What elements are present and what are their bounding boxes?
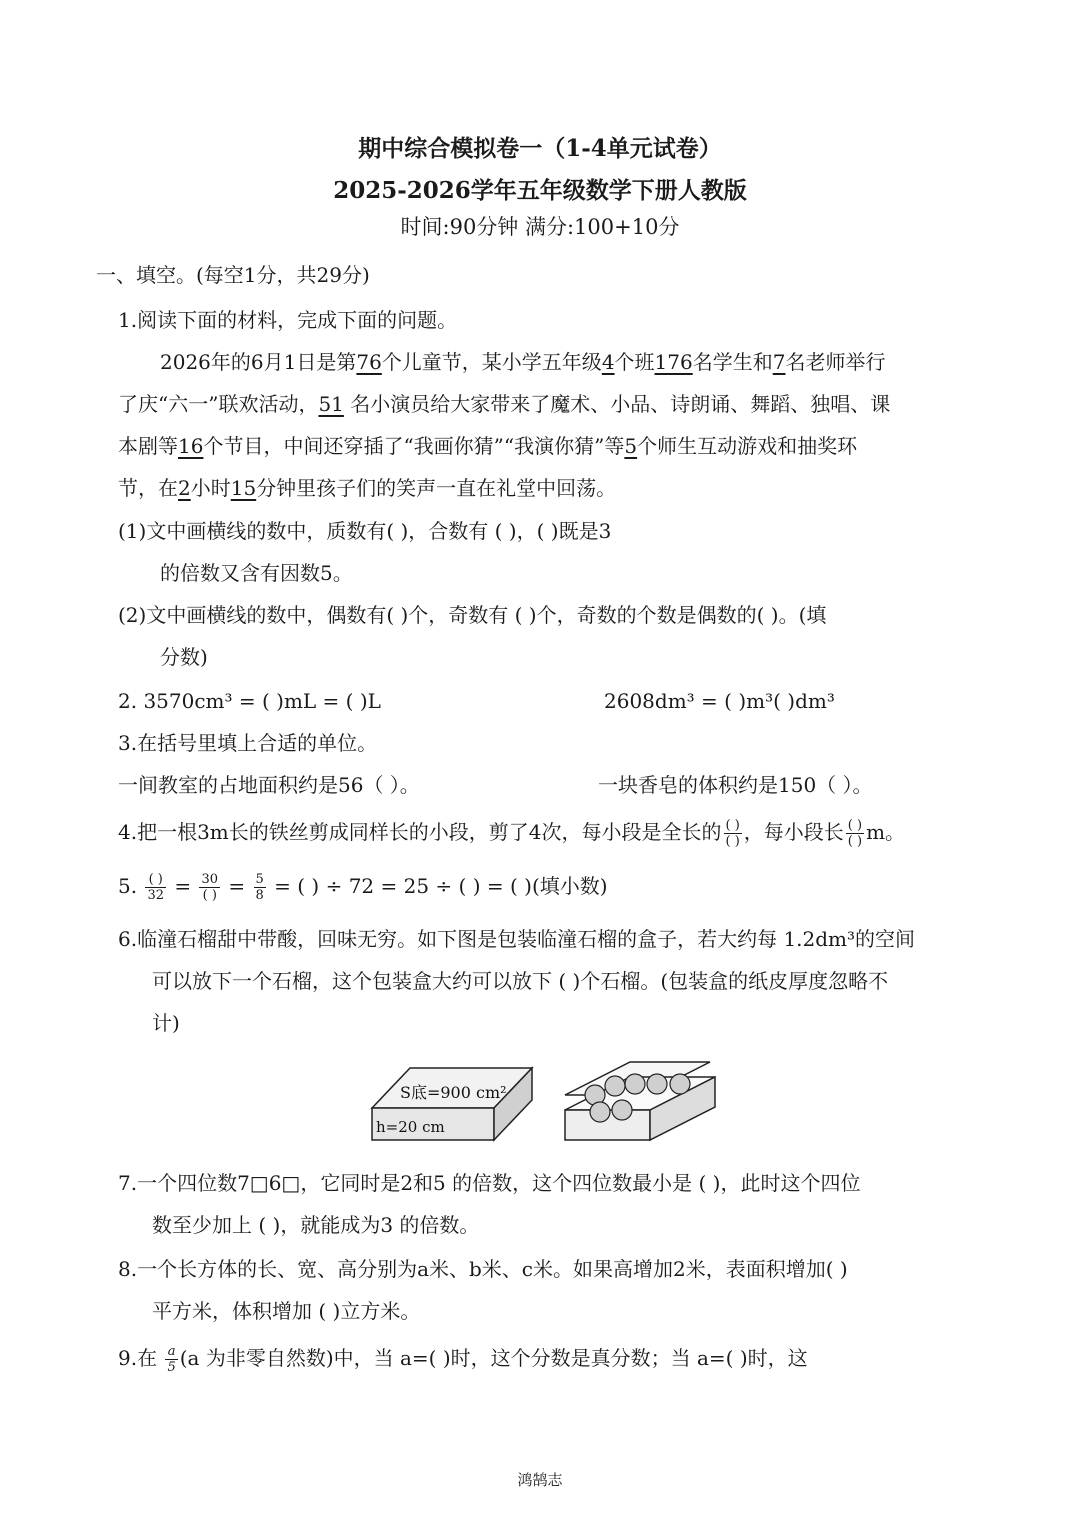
pomegranate	[590, 1102, 610, 1122]
page-title: 期中综合模拟卷一（1-4单元试卷）	[358, 135, 722, 162]
text-segment: 了庆“六一”联欢活动，	[118, 392, 319, 416]
fraction-blank	[724, 818, 742, 849]
fraction-numerator: ( )	[145, 872, 166, 888]
page-footer: 鸿鹄志	[517, 1471, 563, 1489]
text-segment: 名小演员给大家带来了魔术、小品、诗朗诵、舞蹈、独唱、课	[343, 392, 891, 416]
pomegranate	[625, 1074, 645, 1094]
box-height-label: h=20 cm	[376, 1118, 445, 1136]
fraction-numerator: ( )	[725, 818, 740, 833]
text-segment: 个班	[614, 350, 655, 374]
text-segment: 小时	[190, 476, 231, 500]
q1-sub2-line-2: 分数)	[160, 645, 208, 669]
text-segment: 个师生互动游戏和抽奖环	[637, 434, 858, 458]
text-segment: 节，在	[118, 476, 178, 500]
q3-left: 一间教室的占地面积约是56（ ）。	[118, 773, 420, 797]
q9-line	[118, 1344, 808, 1375]
q7-line-2: 数至少加上 ( )，就能成为3 的倍数。	[152, 1213, 480, 1237]
q3-right: 一块香皂的体积约是150（ ）。	[598, 773, 873, 797]
underlined-number: 2	[178, 476, 191, 500]
q6-line-3: 计)	[152, 1011, 180, 1035]
fraction	[145, 872, 166, 903]
pomegranate	[605, 1076, 625, 1096]
q1-sub2-line-1: (2)文中画横线的数中，偶数有( )个，奇数有 ( )个，奇数的个数是偶数的( )。(填	[118, 603, 827, 627]
underlined-number: 51	[318, 392, 344, 416]
q2-left-equation: 2. 3570cm³ = ( )mL = ( )L	[118, 689, 381, 713]
fraction-denominator: ( )	[847, 834, 863, 849]
fraction-numerator: a	[165, 1344, 177, 1360]
fraction-denominator: 32	[147, 888, 164, 903]
text-segment: m。	[866, 820, 906, 844]
text-segment: 个儿童节，某小学五年级	[381, 350, 602, 374]
pomegranate	[647, 1074, 667, 1094]
underlined-number: 4	[601, 350, 615, 374]
text-segment: ，每小段长	[743, 820, 844, 844]
q7-line-1: 7.一个四位数7□6□，它同时是2和5 的倍数，这个四位数最小是 ( )，此时这个四位	[118, 1171, 861, 1195]
q3-intro: 3.在括号里填上合适的单位。	[118, 731, 378, 755]
underlined-number: 16	[178, 434, 204, 458]
fraction	[165, 1344, 177, 1375]
fraction-denominator: ( )	[202, 888, 217, 903]
underlined-number: 15	[230, 476, 257, 500]
q5-equation: 5. $\frac{( )}{32}$ = $\frac{30}{( )}$ = $\frac{5}{8}$ = ( ) ÷ 72 = 25 ÷ ( ) = ( )(填小数)	[118, 872, 608, 903]
q1-intro: 1.阅读下面的材料，完成下面的问题。	[118, 308, 458, 332]
text-segment: 名学生和	[692, 350, 773, 374]
pomegranate	[670, 1074, 690, 1094]
q1-sub1-line-1: (1)文中画横线的数中，质数有( )，合数有 ( )，( )既是3	[118, 519, 612, 543]
fraction-numerator: 5	[255, 872, 264, 887]
box-area-label: S底=900 cm²	[400, 1083, 507, 1102]
text-segment: (a 为非零自然数)中，当 a=( )时，这个分数是真分数；当 a=( )时，这	[179, 1346, 808, 1370]
q5-label: 5.	[118, 874, 138, 898]
text-segment: 分钟里孩子们的笑声一直在礼堂中回荡。	[256, 476, 617, 500]
underlined-number: 176	[654, 350, 693, 374]
text-segment: 本剧等	[118, 434, 178, 458]
q8-line-2: 平方米，体积增加 ( )立方米。	[152, 1299, 421, 1323]
page-subtitle: 2025-2026学年五年级数学下册人教版	[333, 177, 747, 204]
q1-paragraph-line-2	[118, 391, 890, 417]
text-segment: 名老师举行	[785, 350, 886, 374]
q4-line	[118, 818, 905, 849]
text-segment: 4.把一根3m长的铁丝剪成同样长的小段，剪了4次，每小段是全长的	[118, 820, 722, 844]
fraction-denominator: 5	[167, 1360, 176, 1375]
q6-line-1: 6.临潼石榴甜中带酸，回味无穷。如下图是包装临潼石榴的盒子，若大约每 1.2dm³的空间	[118, 927, 916, 951]
fraction	[199, 872, 220, 903]
fraction-denominator: 8	[255, 888, 264, 903]
fraction-numerator: ( )	[847, 818, 863, 833]
underlined-number: 7	[772, 350, 786, 374]
fraction-denominator: ( )	[725, 834, 740, 849]
q5-rest: = ( ) ÷ 72 = 25 ÷ ( ) = ( )(填小数)	[274, 874, 608, 898]
section-heading: 一、填空。(每空1分，共29分)	[96, 263, 370, 287]
fraction	[254, 872, 266, 903]
underlined-number: 76	[356, 350, 382, 374]
pomegranate-box-figure	[360, 1050, 740, 1160]
q8-line-1: 8.一个长方体的长、宽、高分别为a米、b米、c米。如果高增加2米，表面积增加( )	[118, 1257, 848, 1281]
fraction-blank	[846, 818, 864, 849]
pomegranate	[612, 1100, 632, 1120]
q1-paragraph-line-3	[118, 433, 857, 459]
q1-sub1-line-2: 的倍数又含有因数5。	[160, 561, 353, 585]
text-segment: 2026年的6月1日是第	[160, 350, 357, 374]
underlined-number: 5	[624, 434, 638, 458]
q6-line-2: 可以放下一个石榴，这个包装盒大约可以放下 ( )个石榴。(包装盒的纸皮厚度忽略不	[152, 969, 889, 993]
q1-paragraph-line-4	[118, 475, 616, 501]
fraction-numerator: 30	[201, 872, 219, 887]
q1-paragraph-line-1	[160, 349, 885, 375]
text-segment: 9.在	[118, 1346, 158, 1370]
q2-right-equation: 2608dm³ = ( )m³( )dm³	[604, 689, 835, 713]
exam-meta: 时间:90分钟 满分:100+10分	[400, 215, 680, 239]
text-segment: 个节目，中间还穿插了“我画你猜”“我演你猜”等	[203, 434, 625, 458]
